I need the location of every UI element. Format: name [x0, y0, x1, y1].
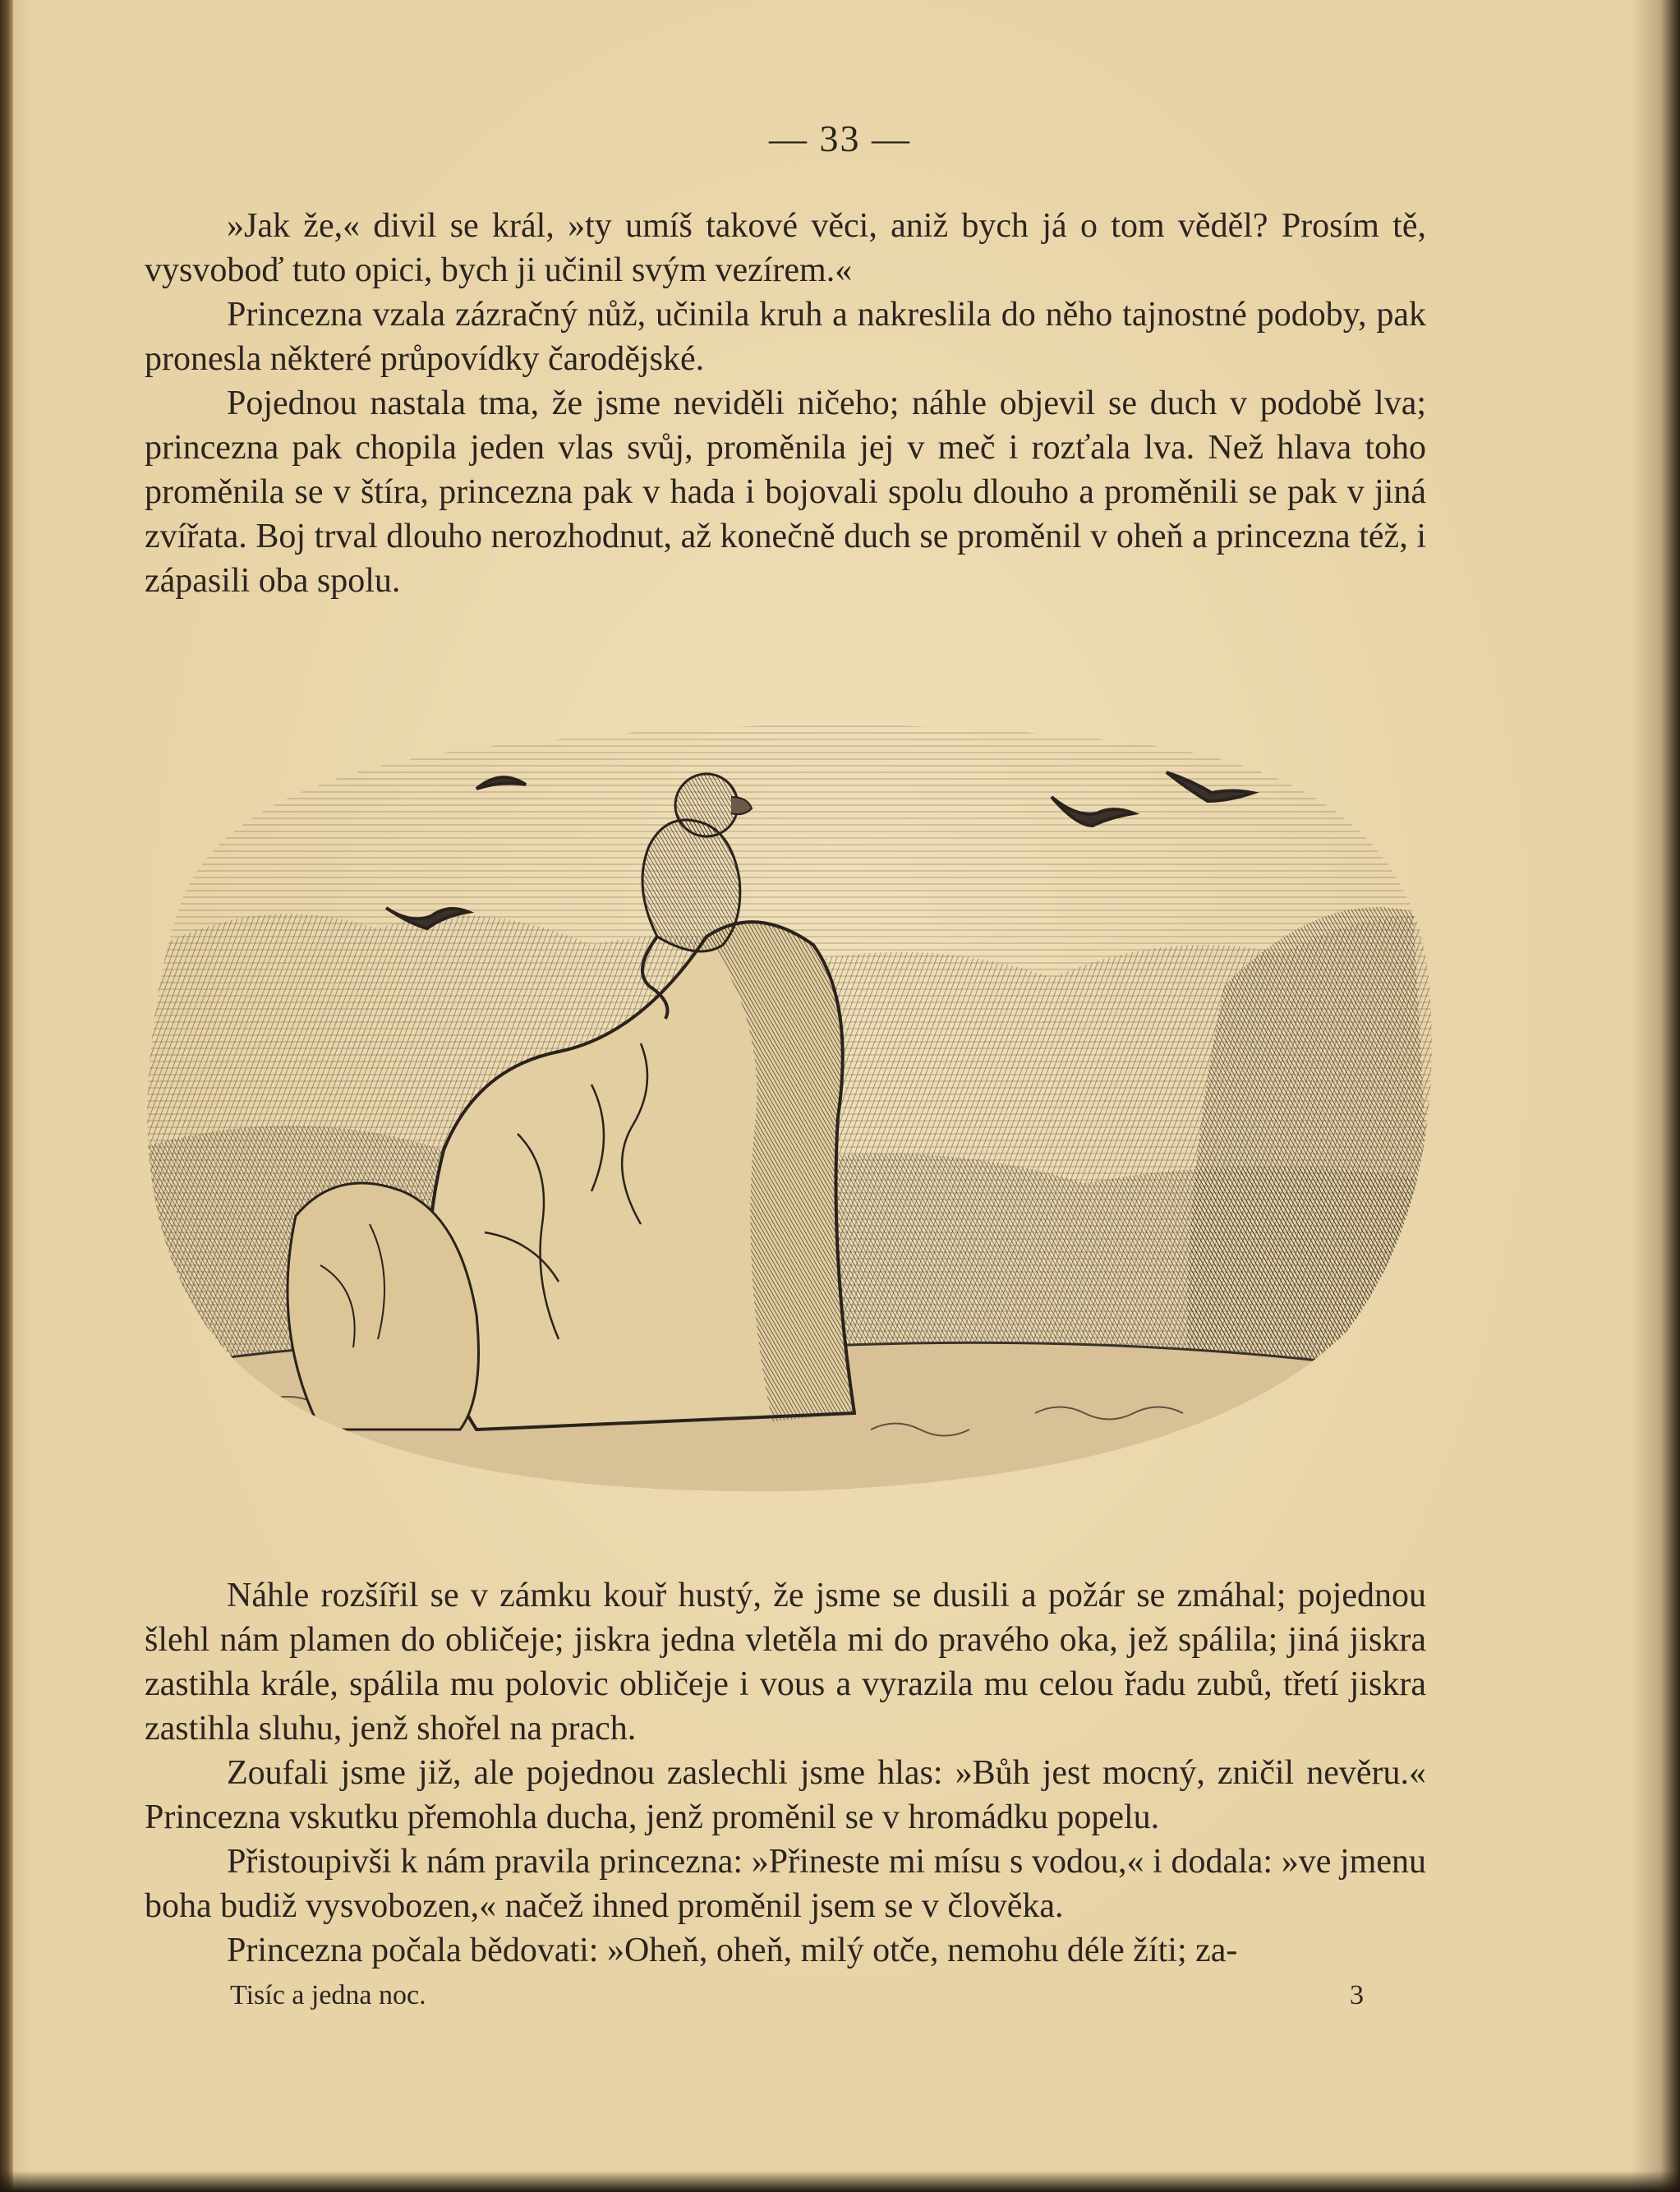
book-spine: [0, 0, 13, 2192]
paragraph: »Jak že,« divil se král, »ty umíš takové věci, aniž bych já o tom věděl? Prosím tě, vysvoboď tuto opici, bych ji učinil svým vezírem.«: [145, 207, 1426, 289]
text-block-top: [145, 204, 1426, 603]
paragraph: Princezna počala bědovati: »Oheň, oheň, milý otče, nemohu déle žíti; za-: [227, 1932, 1238, 1969]
paragraph: Pojednou nastala tma, že jsme neviděli ničeho; náhle objevil se duch v podobě lva; princezna pak chopila jeden vlas svůj, proměnila jej v meč i rozťala lva. Než hlava toho proměnila se v štíra, princezna pak v hada i bojovali spolu dlouho a proměnili se pak v jiná zvířata. Boj trval dlouho nerozhodnut, až konečně duch se proměnil v oheň a princezna též, i zápasili oba spolu.: [145, 385, 1426, 600]
page-number: — 33 —: [769, 117, 911, 159]
paragraph: Náhle rozšířil se v zámku kouř hustý, že jsme se dusili a požár se zmáhal; pojednou šlehl nám plamen do obličeje; jiskra jedna vletěla mi do pravého oka, jež spálila; jiná jiskra zastihla krále, spálila mu polovic obličeje i vous a vyrazila mu celou řadu zubů, třetí jiskra zastihla sluhu, jenž shořel na prach.: [145, 1577, 1426, 1748]
page-edge-shadow: [1631, 0, 1680, 2192]
paragraph: Princezna vzala zázračný nůž, učinila kruh a nakreslila do něho tajnostné podoby, pak pronesla některé průpovídky čarodějské.: [145, 296, 1426, 378]
text-block-bottom: [145, 1573, 1426, 1973]
page-bottom-shadow: [0, 2171, 1680, 2192]
signature-mark: 3: [1350, 1980, 1364, 2010]
engraving-monkey-on-rock: [131, 690, 1446, 1504]
paragraph: Zoufali jsme již, ale pojednou zaslechli jsme hlas: »Bůh jest mocný, zničil nevěru.« Princezna vskutku přemohla ducha, jenž proměnil se v hromádku popelu.: [145, 1754, 1426, 1836]
paragraph: Přistoupivši k nám pravila princezna: »Přineste mi mísu s vodou,« i dodala: »ve jmenu boha budiž vysvobozen,« načež ihned proměnil jsem se v člověka.: [145, 1843, 1426, 1925]
running-footer-title: Tisíc a jedna noc.: [230, 1980, 426, 2010]
engraving-scene: [131, 690, 1446, 1504]
